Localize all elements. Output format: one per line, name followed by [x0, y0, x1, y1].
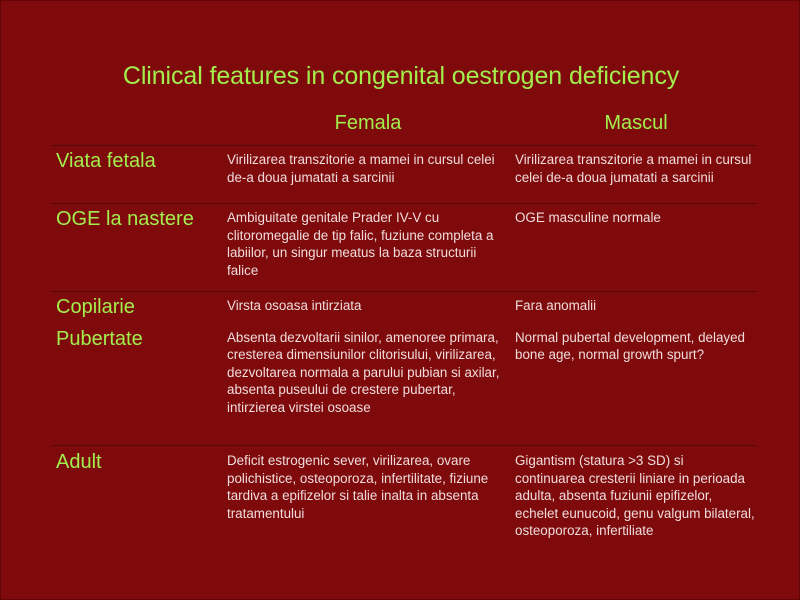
row-label: Adult — [51, 446, 221, 556]
cell-femala: Virsta osoasa intirziata — [221, 292, 509, 328]
features-table — [51, 107, 757, 556]
header-empty — [51, 107, 221, 146]
cell-mascul: Virilizarea transzitorie a mamei in cursul celei de-a doua jumatati a sarcinii — [509, 146, 757, 204]
row-label: Viata fetala — [51, 146, 221, 204]
table-row — [51, 292, 757, 328]
header-femala: Femala — [334, 112, 402, 134]
cell-femala: Virilizarea transzitorie a mamei in cursul celei de-a doua jumatati a sarcinii — [221, 146, 509, 204]
table-row — [51, 446, 757, 556]
row-label: Copilarie — [51, 292, 221, 328]
header-mascul: Mascul — [604, 112, 668, 134]
row-label: Pubertate — [56, 327, 143, 350]
table-row — [51, 328, 757, 446]
table-row — [51, 204, 757, 292]
cell-femala: Absenta dezvoltarii sinilor, amenoree primara, cresterea dimensiunilor clitorisului, virilizarea, dezvoltarea normala a parului pubian si axilar, absenta puseului de crestere pubertar, intirzierea virstei osoase — [227, 329, 500, 415]
header-row — [51, 107, 757, 146]
cell-mascul: OGE masculine normale — [509, 204, 757, 292]
slide-title: Clinical features in congenital oestrogen deficiency — [122, 62, 680, 90]
cell-mascul: Gigantism (statura >3 SD) si continuarea cresterii liniare in perioada adulta, absenta fuziunii epifizelor, echelet eunucoid, genu valgum bilateral, osteoporoza, infertiliate — [509, 446, 757, 556]
cell-mascul: Normal pubertal development, delayed bone age, normal growth spurt? — [515, 329, 746, 362]
cell-femala: Ambiguitate genitale Prader IV-V cu clitoromegalie de tip falic, fuziune completa a labiilor, un singur meatus la baza structurii falice — [221, 204, 509, 292]
cell-femala: Deficit estrogenic sever, virilizarea, ovare polichistice, osteoporoza, infertilitate, fiziune tardiva a epifizelor si talie inalta in absenta tratamentului — [221, 446, 509, 556]
row-label: OGE la nastere — [51, 204, 221, 292]
cell-mascul: Fara anomalii — [509, 292, 757, 328]
table-row — [51, 146, 757, 204]
